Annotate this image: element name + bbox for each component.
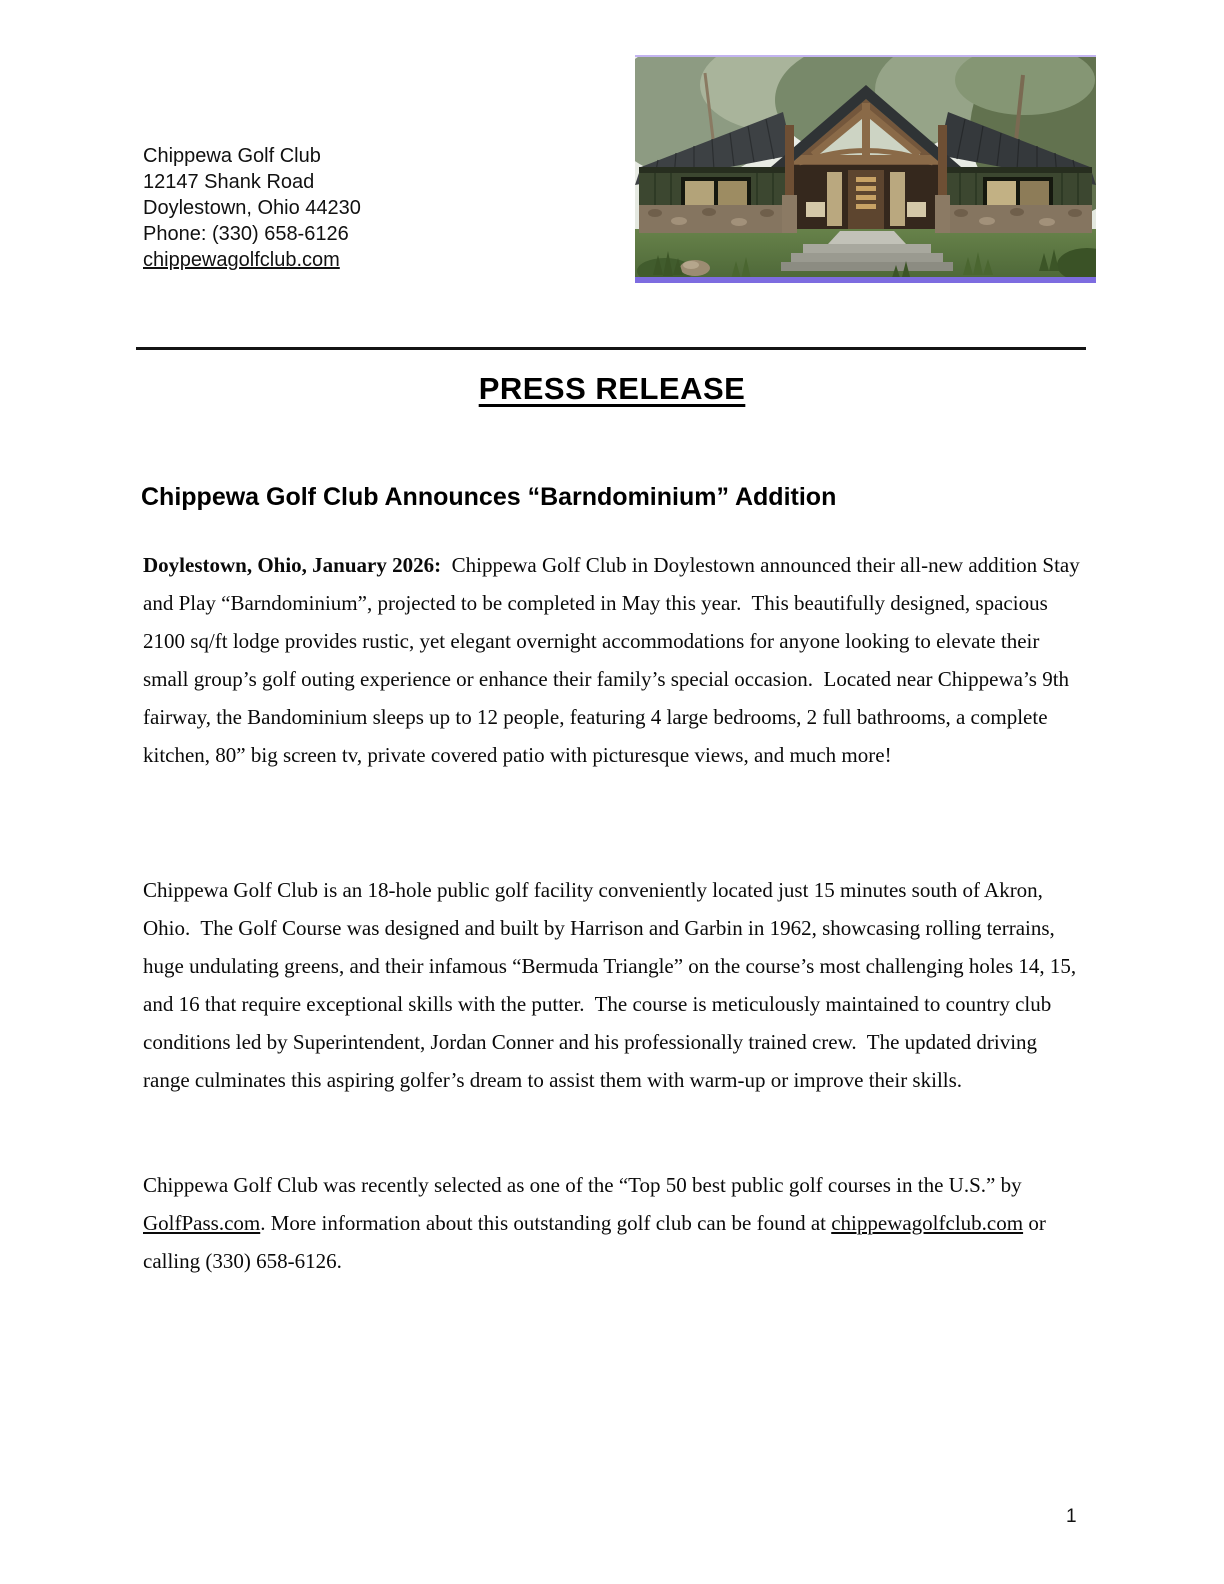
letterhead-org-name: Chippewa Golf Club xyxy=(143,145,321,167)
golfpass-link[interactable]: GolfPass.com xyxy=(143,1211,261,1235)
paragraph-announcement xyxy=(143,546,1087,774)
horizontal-rule xyxy=(136,347,1086,350)
letterhead-website-link[interactable]: chippewagolfclub.com xyxy=(143,249,340,271)
recognition-text-2: . More information about this outstanding golf club can be found at xyxy=(260,1211,832,1235)
letterhead-city-state-zip: Doylestown, Ohio 44230 xyxy=(143,197,361,219)
recognition-text-1: Chippewa Golf Club was recently selected as one of the “Top 50 best public golf courses in the U.S.” by xyxy=(143,1173,1027,1197)
barndominium-photo-art xyxy=(635,55,1096,283)
paragraph-announcement-text: Chippewa Golf Club in Doylestown announced their all-new addition Stay and Play “Barndominium”, projected to be completed in May this year. This beautifully designed, spacious 2100 sq/ft lodge provides rustic, yet elegant overnight accommodations for anyone looking to elevate their small group’s golf outing experience or enhance their family’s special occasion. Located near Chippewa’s 9th fairway, the Bandominium sleeps up to 12 people, featuring 4 large bedrooms, 2 full bathrooms, a complete kitchen, 80” big screen tv, private covered patio with picturesque views, and much more! xyxy=(143,553,1085,767)
page-number: 1 xyxy=(1066,1506,1077,1527)
recognition-text-3: or calling (330) 658-6126. xyxy=(143,1211,1052,1273)
letterhead-street-address: 12147 Shank Road xyxy=(143,171,315,193)
document-title: PRESS RELEASE xyxy=(478,371,746,406)
letterhead xyxy=(143,143,361,273)
barndominium-photo xyxy=(635,55,1096,283)
paragraph-recognition xyxy=(143,1166,1087,1280)
dateline: Doylestown, Ohio, January 2026: xyxy=(143,553,442,577)
letterhead-phone: Phone: (330) 658-6126 xyxy=(143,223,349,245)
club-website-link[interactable]: chippewagolfclub.com xyxy=(831,1211,1024,1235)
paragraph-course-description: Chippewa Golf Club is an 18-hole public golf facility conveniently located just 15 minutes south of Akron, Ohio. The Golf Course was designed and built by Harrison and Garbin in 1962, showcasing rolling terrains, huge undulating greens, and their infamous “Bermuda Triangle” on the course’s most challenging holes 14, 15, and 16 that require exceptional skills with the putter. The course is meticulously maintained to country club conditions led by Superintendent, Jordan Conner and his professionally trained crew. The updated driving range culminates this aspiring golfer’s dream to assist them with warm-up or improve their skills. xyxy=(143,878,1082,1092)
headline: Chippewa Golf Club Announces “Barndominium” Addition xyxy=(141,483,837,511)
